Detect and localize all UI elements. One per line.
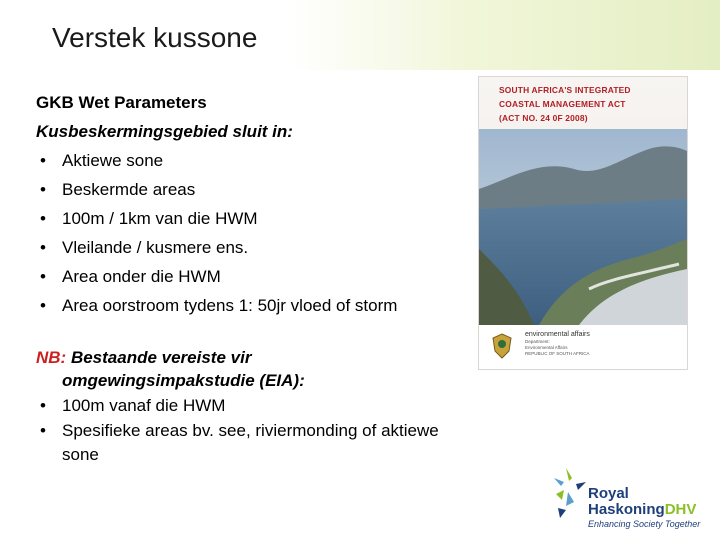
department-sub2: Environmental Affairs <box>525 345 568 350</box>
list-item: • Area oorstroom tydens 1: 50jr vloed of storm <box>36 291 466 320</box>
logo-word-royal: Royal <box>588 485 629 502</box>
nb-list <box>36 392 466 467</box>
department-sub3: REPUBLIC OF SOUTH AFRICA <box>525 351 590 356</box>
star-logo-icon <box>548 464 588 524</box>
cover-title <box>499 83 683 125</box>
department-name: environmental affairs <box>525 331 590 338</box>
list-item: • Area onder die HWM <box>36 262 466 291</box>
nb-note <box>36 346 466 392</box>
coastline-photo <box>479 129 687 325</box>
section-heading: GKB Wet Parameters <box>36 93 207 112</box>
cover-title-line2: COASTAL MANAGEMENT ACT <box>499 99 626 109</box>
coat-of-arms-icon <box>491 333 513 359</box>
nb-text-line2: omgewingsimpakstudie (EIA): <box>62 371 305 390</box>
royal-haskoningdhv-logo <box>548 462 708 532</box>
list-item: • Spesifieke areas bv. see, riviermonding of aktiewe sone <box>36 419 466 467</box>
parameter-list <box>36 146 466 320</box>
logo-haskoning: Haskoning <box>588 501 665 518</box>
cover-title-line3: (ACT NO. 24 0F 2008) <box>499 113 588 123</box>
nb-label: NB: <box>36 348 67 367</box>
act-cover-image <box>478 76 688 370</box>
department-label <box>525 331 590 357</box>
list-item: • 100m / 1km van die HWM <box>36 204 466 233</box>
slide-body <box>36 88 466 467</box>
logo-word-haskoning <box>588 502 696 518</box>
list-item: • 100m vanaf die HWM <box>36 392 466 419</box>
section-subheading: Kusbeskermingsgebied sluit in: <box>36 122 293 141</box>
logo-tagline: Enhancing Society Together <box>588 519 701 529</box>
department-sub1: Department: <box>525 339 550 344</box>
cover-title-line1: SOUTH AFRICA'S INTEGRATED <box>499 85 631 95</box>
list-item: • Beskermde areas <box>36 175 466 204</box>
nb-text-line1: Bestaande vereiste vir <box>66 348 252 367</box>
list-item: • Aktiewe sone <box>36 146 466 175</box>
page-title: Verstek kussone <box>52 22 258 53</box>
logo-dhv: DHV <box>664 501 697 518</box>
cover-footer <box>479 325 687 369</box>
list-item: • Vleilande / kusmere ens. <box>36 233 466 262</box>
